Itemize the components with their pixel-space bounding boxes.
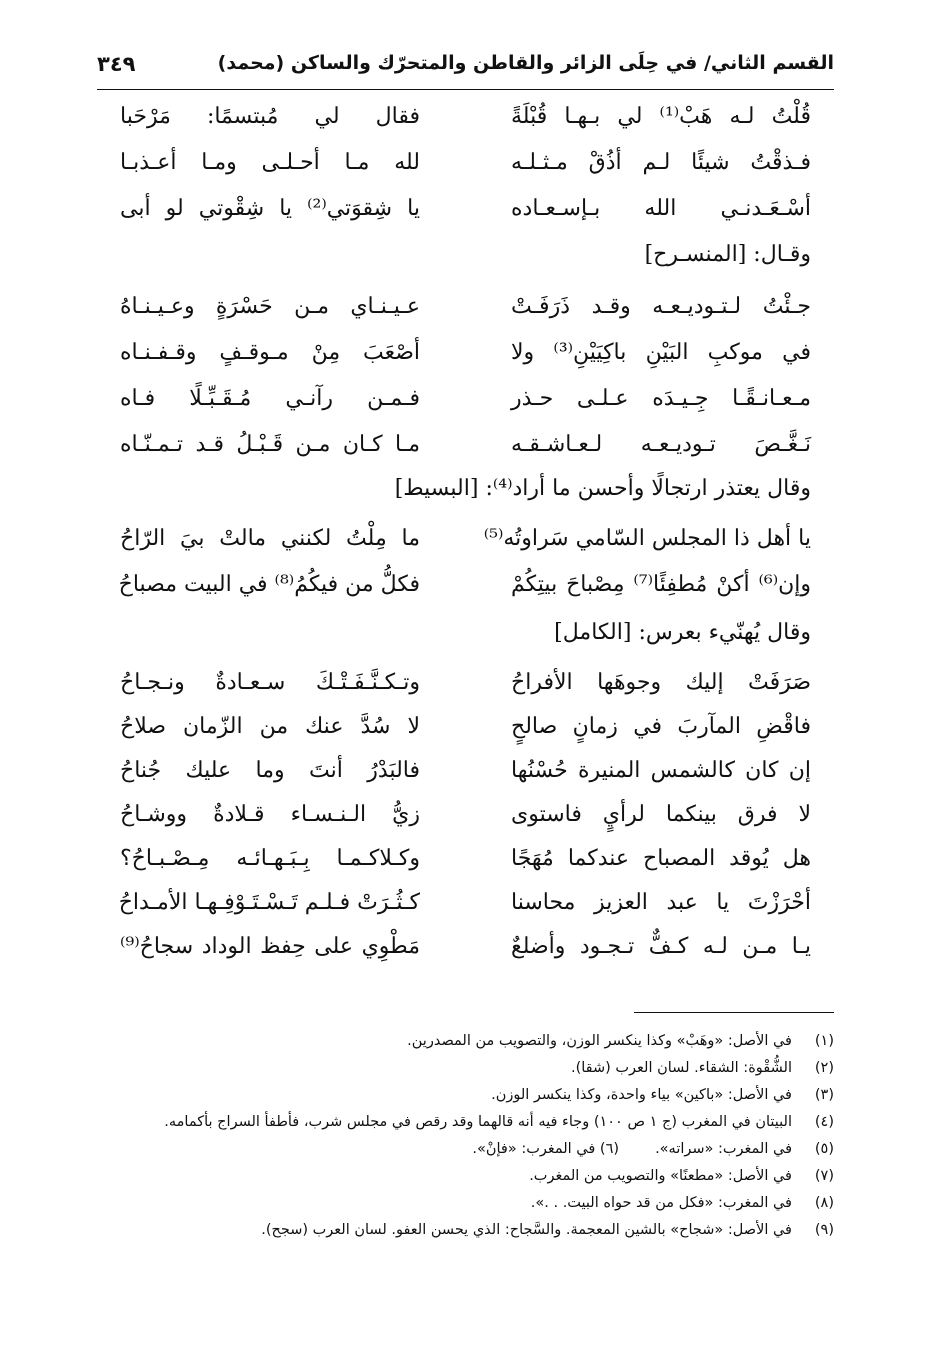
footnote-rule bbox=[634, 1012, 834, 1013]
couplet bbox=[120, 104, 811, 150]
couplet bbox=[120, 934, 811, 980]
couplet bbox=[120, 572, 811, 618]
footnote bbox=[97, 1165, 834, 1187]
footnote-number: (٤) bbox=[814, 1114, 834, 1130]
couplet bbox=[120, 294, 811, 340]
first-hemistich: لا فرق بينكما لرأيٍ فاستوى bbox=[511, 802, 811, 827]
couplet bbox=[120, 890, 811, 936]
footnote-number: (١) bbox=[814, 1033, 834, 1049]
second-hemistich: مَطْوِي على حِفظ الوداد سجاحُ⁽⁹⁾ bbox=[120, 934, 420, 959]
second-hemistich: كـثُـرَتْ فـلـم تَـسْـتَـوْفِـهـا الأمـداحُ bbox=[118, 890, 420, 915]
second-hemistich: أصْعَبَ مِنْ مـوقـفٍ وقـفـنـاه bbox=[120, 340, 420, 365]
second-hemistich: وتـكـنَّـفَـتْـكَ سـعـادةٌ ونـجـاحُ bbox=[120, 670, 420, 695]
second-hemistich: عـيـنـاي مـن حَسْرَةٍ وعـيـنـاهُ bbox=[120, 294, 420, 319]
second-hemistich: وكـلاكـمـا بِـبَـهـائـه مِـصْـبـاحُ؟ bbox=[120, 846, 420, 871]
second-hemistich: زيُّ الـنـسـاء قـلادةٌ ووشـاحُ bbox=[120, 802, 420, 827]
first-hemistich: فـذقْتُ شيئًا لـم أذُقْ مـثـلـه bbox=[511, 150, 811, 175]
poem-intro bbox=[120, 242, 811, 288]
couplet bbox=[120, 526, 811, 572]
second-hemistich: فـمـن رآنـي مُـقَـبِّـلًا فـاه bbox=[120, 386, 420, 411]
running-header bbox=[97, 52, 834, 88]
second-hemistich: مـا كـان مـن قَـبْـلُ قـد تـمـنّـاه bbox=[120, 432, 420, 457]
header-rule bbox=[97, 89, 834, 90]
footnote bbox=[97, 1030, 834, 1052]
footnote bbox=[97, 1057, 834, 1079]
first-hemistich: هل يُوقد المصباح عندكما مُهَجًا bbox=[511, 846, 811, 871]
footnote bbox=[97, 1138, 834, 1160]
footnote-text: في المغرب: «فإنْ». bbox=[472, 1141, 596, 1157]
first-hemistich: يا أهل ذا المجلس السّامي سَراوتُه⁽⁵⁾ bbox=[483, 526, 811, 551]
page-number: ٣٤٩ bbox=[97, 52, 136, 76]
footnote-number: (٦) bbox=[599, 1141, 620, 1157]
first-hemistich: قُلْتُ لـه هَبْ⁽¹⁾ لي بـهـا قُبْلَةً bbox=[511, 104, 811, 129]
second-hemistich: فكلُّ من فيكُمُ⁽⁸⁾ في البيت مصباحُ bbox=[118, 572, 420, 597]
second-hemistich: ما مِلْتُ لكنني مالتْ بيَ الرّاحُ bbox=[120, 526, 420, 551]
couplet bbox=[120, 196, 811, 242]
first-hemistich: صَرَفَتْ إليك وجوهَها الأفراحُ bbox=[511, 670, 811, 695]
footnote-text: البيتان في المغرب (ج ١ ص ١٠٠) وجاء فيه أنه قالهما وقد رقص في مجلس شرب، فأطفأ السراج بأكمامه. bbox=[164, 1114, 792, 1130]
footnote-number: (٩) bbox=[814, 1222, 834, 1238]
footnote-text: في الأصل: «مطعنًا» والتصويب من المغرب. bbox=[529, 1168, 792, 1184]
footnote-text: في الأصل: «شجاح» بالشين المعجمة. والسَّجاح: الذي يحسن العفو. لسان العرب (سجح). bbox=[261, 1222, 792, 1238]
intro-text: وقـال: [المنسـرح] bbox=[644, 242, 811, 267]
footnote bbox=[97, 1084, 834, 1106]
couplet bbox=[120, 758, 811, 804]
couplet bbox=[120, 340, 811, 386]
couplet bbox=[120, 802, 811, 848]
second-hemistich: يا شِقوَتي⁽²⁾ يا شِقْوتي لو أبى bbox=[120, 196, 420, 221]
footnote-text: في المغرب: «فكل من قد حواه البيت. . .». bbox=[530, 1195, 792, 1211]
second-hemistich: فالبَدْرُ أنتَ وما عليك جُناحُ bbox=[120, 758, 420, 783]
poem-intro bbox=[120, 476, 811, 522]
footnote bbox=[97, 1192, 834, 1214]
second-hemistich: لله مـا أحـلـى ومـا أعـذبـا bbox=[120, 150, 420, 175]
header-title: القسم الثاني/ في حِلَى الزائر والقاطن والمتحرّك والساكن (محمد) bbox=[217, 52, 834, 74]
footnote-text: في المغرب: «سراته». bbox=[655, 1141, 792, 1157]
first-hemistich: يـا مـن لـه كـفٌّ تـجـود وأضلعٌ bbox=[511, 934, 811, 959]
footnote-number: (٨) bbox=[814, 1195, 834, 1211]
couplet bbox=[120, 670, 811, 716]
footnote-number: (٣) bbox=[814, 1087, 834, 1103]
first-hemistich: في موكبِ البَيْنِ باكِيَيْنِ⁽³⁾ ولا bbox=[511, 340, 811, 365]
couplet bbox=[120, 386, 811, 432]
couplet bbox=[120, 150, 811, 196]
intro-text: وقال يُهنّيء بعرس: [الكامل] bbox=[554, 620, 811, 645]
couplet bbox=[120, 846, 811, 892]
footnote-text: في الأصل: «باكين» بياء واحدة، وكذا ينكسر الوزن. bbox=[491, 1087, 792, 1103]
couplet bbox=[120, 714, 811, 760]
first-hemistich: إن كان كالشمس المنيرة حُسْنُها bbox=[511, 758, 811, 783]
footnotes bbox=[97, 1030, 834, 1246]
footnote-text: الشُّقْوة: الشقاء. لسان العرب (شقا). bbox=[570, 1060, 792, 1076]
first-hemistich: جـئْتُ لـتـوديـعـه وقـد ذَرَفَـتْ bbox=[511, 294, 811, 319]
couplet bbox=[120, 432, 811, 478]
first-hemistich: نَـغَّـصَ تـوديـعـه لـعـاشـقـه bbox=[511, 432, 811, 457]
footnote-number: (٢) bbox=[814, 1060, 834, 1076]
first-hemistich: وإن⁽⁶⁾ أكنْ مُطفِئًا⁽⁷⁾ مِصْباحَ بيتِكُمْ bbox=[511, 572, 811, 597]
footnote bbox=[97, 1111, 834, 1133]
first-hemistich: أسْـعَـدنـي الله بـإسـعـاده bbox=[511, 196, 811, 221]
footnote-text: في الأصل: «وهَبْ» وكذا ينكسر الوزن، والتصويب من المصدرين. bbox=[407, 1033, 792, 1049]
footnote-number: (٧) bbox=[814, 1168, 834, 1184]
first-hemistich: مـعـانـقًـا جِـيـدَه عـلـى حـذر bbox=[511, 386, 811, 411]
first-hemistich: أحْرَزْتَ يا عبد العزيز محاسنا bbox=[511, 890, 811, 915]
first-hemistich: فاقْضِ المآربَ في زمانٍ صالحٍ bbox=[511, 714, 811, 739]
poem-intro bbox=[120, 620, 811, 666]
second-hemistich: فقال لي مُبتسمًا: مَرْحَبا bbox=[120, 104, 420, 129]
footnote bbox=[97, 1219, 834, 1241]
intro-text: وقال يعتذر ارتجالًا وأحسن ما أراد⁽⁴⁾: [البسيط] bbox=[394, 476, 811, 501]
second-hemistich: لا سُدَّ عنك من الزّمان صلاحُ bbox=[120, 714, 420, 739]
footnote-number: (٥) bbox=[814, 1141, 834, 1157]
